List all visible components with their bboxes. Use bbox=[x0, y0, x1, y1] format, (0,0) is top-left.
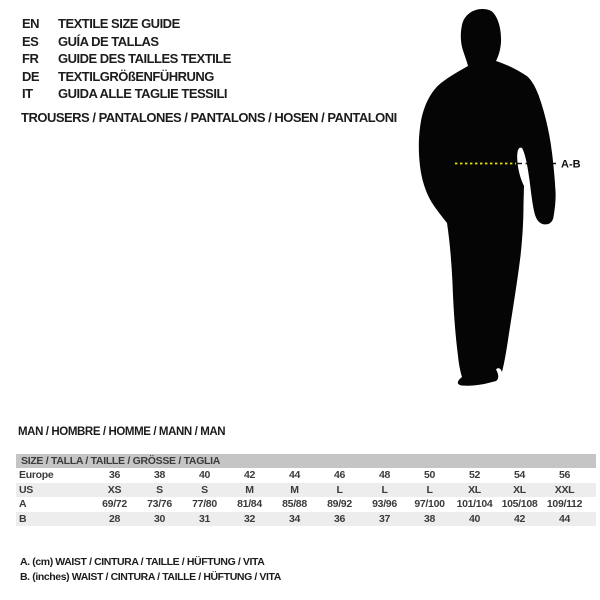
size-cell: 34 bbox=[288, 512, 301, 525]
measure-label: A-B bbox=[561, 158, 581, 171]
size-cell: 42 bbox=[513, 512, 526, 525]
size-cell: XL bbox=[468, 483, 481, 496]
section-title-man: MAN / HOMBRE / HOMME / MANN / MAN bbox=[18, 426, 226, 438]
size-cell: 44 bbox=[288, 469, 301, 481]
language-row bbox=[22, 33, 231, 51]
size-cell: 109/112 bbox=[546, 498, 583, 510]
table-row bbox=[16, 512, 596, 527]
size-cell: 56 bbox=[558, 469, 571, 481]
size-cell: 31 bbox=[198, 512, 211, 525]
language-title-block bbox=[22, 15, 231, 103]
size-cell: M bbox=[245, 483, 254, 496]
table-row bbox=[16, 468, 596, 483]
language-code: ES bbox=[22, 33, 39, 49]
language-code: EN bbox=[22, 16, 40, 31]
language-label: GUIDE DES TAILLES TEXTILE bbox=[58, 51, 231, 66]
size-cell: 40 bbox=[198, 469, 211, 481]
size-cell: 69/72 bbox=[102, 498, 127, 510]
size-cell: 97/100 bbox=[414, 498, 445, 510]
size-cell: L bbox=[336, 483, 343, 496]
language-label: GUIDA ALLE TAGLIE TESSILI bbox=[58, 86, 228, 101]
language-label: TEXTILGRÖßENFÜHRUNG bbox=[58, 68, 214, 84]
size-cell: 77/80 bbox=[192, 498, 217, 510]
size-cell: 85/88 bbox=[282, 498, 307, 510]
size-cell: 38 bbox=[423, 512, 436, 525]
size-cell: S bbox=[201, 483, 208, 496]
size-cell: XL bbox=[513, 483, 526, 496]
language-row bbox=[22, 68, 231, 86]
table-row bbox=[16, 483, 596, 498]
size-cell: 46 bbox=[333, 469, 346, 481]
size-cell: 28 bbox=[108, 512, 121, 525]
footnote-line: A. (cm) WAIST / CINTURA / TAILLE / HÜFTUNG / VITA bbox=[20, 556, 265, 568]
row-label: Europe bbox=[19, 469, 54, 481]
size-cell: 32 bbox=[243, 512, 256, 525]
size-cell: L bbox=[426, 483, 433, 496]
size-cell: 101/104 bbox=[456, 498, 493, 510]
size-cell: 40 bbox=[468, 512, 481, 525]
language-code: FR bbox=[22, 51, 39, 66]
size-table-rows bbox=[16, 468, 596, 526]
language-code: DE bbox=[22, 68, 40, 84]
size-cell: 50 bbox=[423, 469, 436, 481]
size-cell: 36 bbox=[108, 469, 121, 481]
language-row bbox=[22, 50, 231, 68]
footnotes-block bbox=[20, 555, 281, 585]
row-label: US bbox=[19, 483, 33, 496]
size-cell: 81/84 bbox=[237, 498, 262, 510]
size-cell: 93/96 bbox=[372, 498, 397, 510]
size-cell: 89/92 bbox=[327, 498, 352, 510]
man-silhouette-figure bbox=[410, 0, 600, 400]
size-cell: M bbox=[290, 483, 299, 496]
size-cell: L bbox=[381, 483, 388, 496]
category-title: TROUSERS / PANTALONES / PANTALONS / HOSEN / PANTALONI bbox=[21, 110, 397, 125]
size-cell: 52 bbox=[468, 469, 481, 481]
size-table bbox=[16, 454, 596, 526]
language-row bbox=[22, 15, 231, 33]
size-cell: 36 bbox=[333, 512, 346, 525]
size-cell: 42 bbox=[243, 469, 256, 481]
language-label: TEXTILE SIZE GUIDE bbox=[58, 16, 180, 31]
size-cell: 48 bbox=[378, 469, 391, 481]
size-cell: 73/76 bbox=[147, 498, 172, 510]
size-cell: 30 bbox=[153, 512, 166, 525]
size-cell: 54 bbox=[513, 469, 526, 481]
language-label: GUÍA DE TALLAS bbox=[58, 33, 159, 49]
man-body-silhouette bbox=[419, 9, 556, 386]
footnote-line: B. (inches) WAIST / CINTURA / TAILLE / HÜFTUNG / VITA bbox=[20, 571, 281, 583]
language-code: IT bbox=[22, 86, 33, 101]
row-label: B bbox=[19, 512, 27, 525]
size-cell: 44 bbox=[558, 512, 571, 525]
language-row bbox=[22, 85, 231, 103]
size-cell: 105/108 bbox=[501, 498, 538, 510]
table-row bbox=[16, 497, 596, 512]
size-cell: S bbox=[156, 483, 163, 496]
size-cell: XS bbox=[107, 483, 122, 496]
size-cell: XXL bbox=[554, 483, 575, 496]
size-cell: 38 bbox=[153, 469, 166, 481]
size-cell: 37 bbox=[378, 512, 391, 525]
row-label: A bbox=[19, 498, 27, 510]
size-table-header: SIZE / TALLA / TAILLE / GRÖSSE / TAGLIA bbox=[16, 454, 596, 468]
